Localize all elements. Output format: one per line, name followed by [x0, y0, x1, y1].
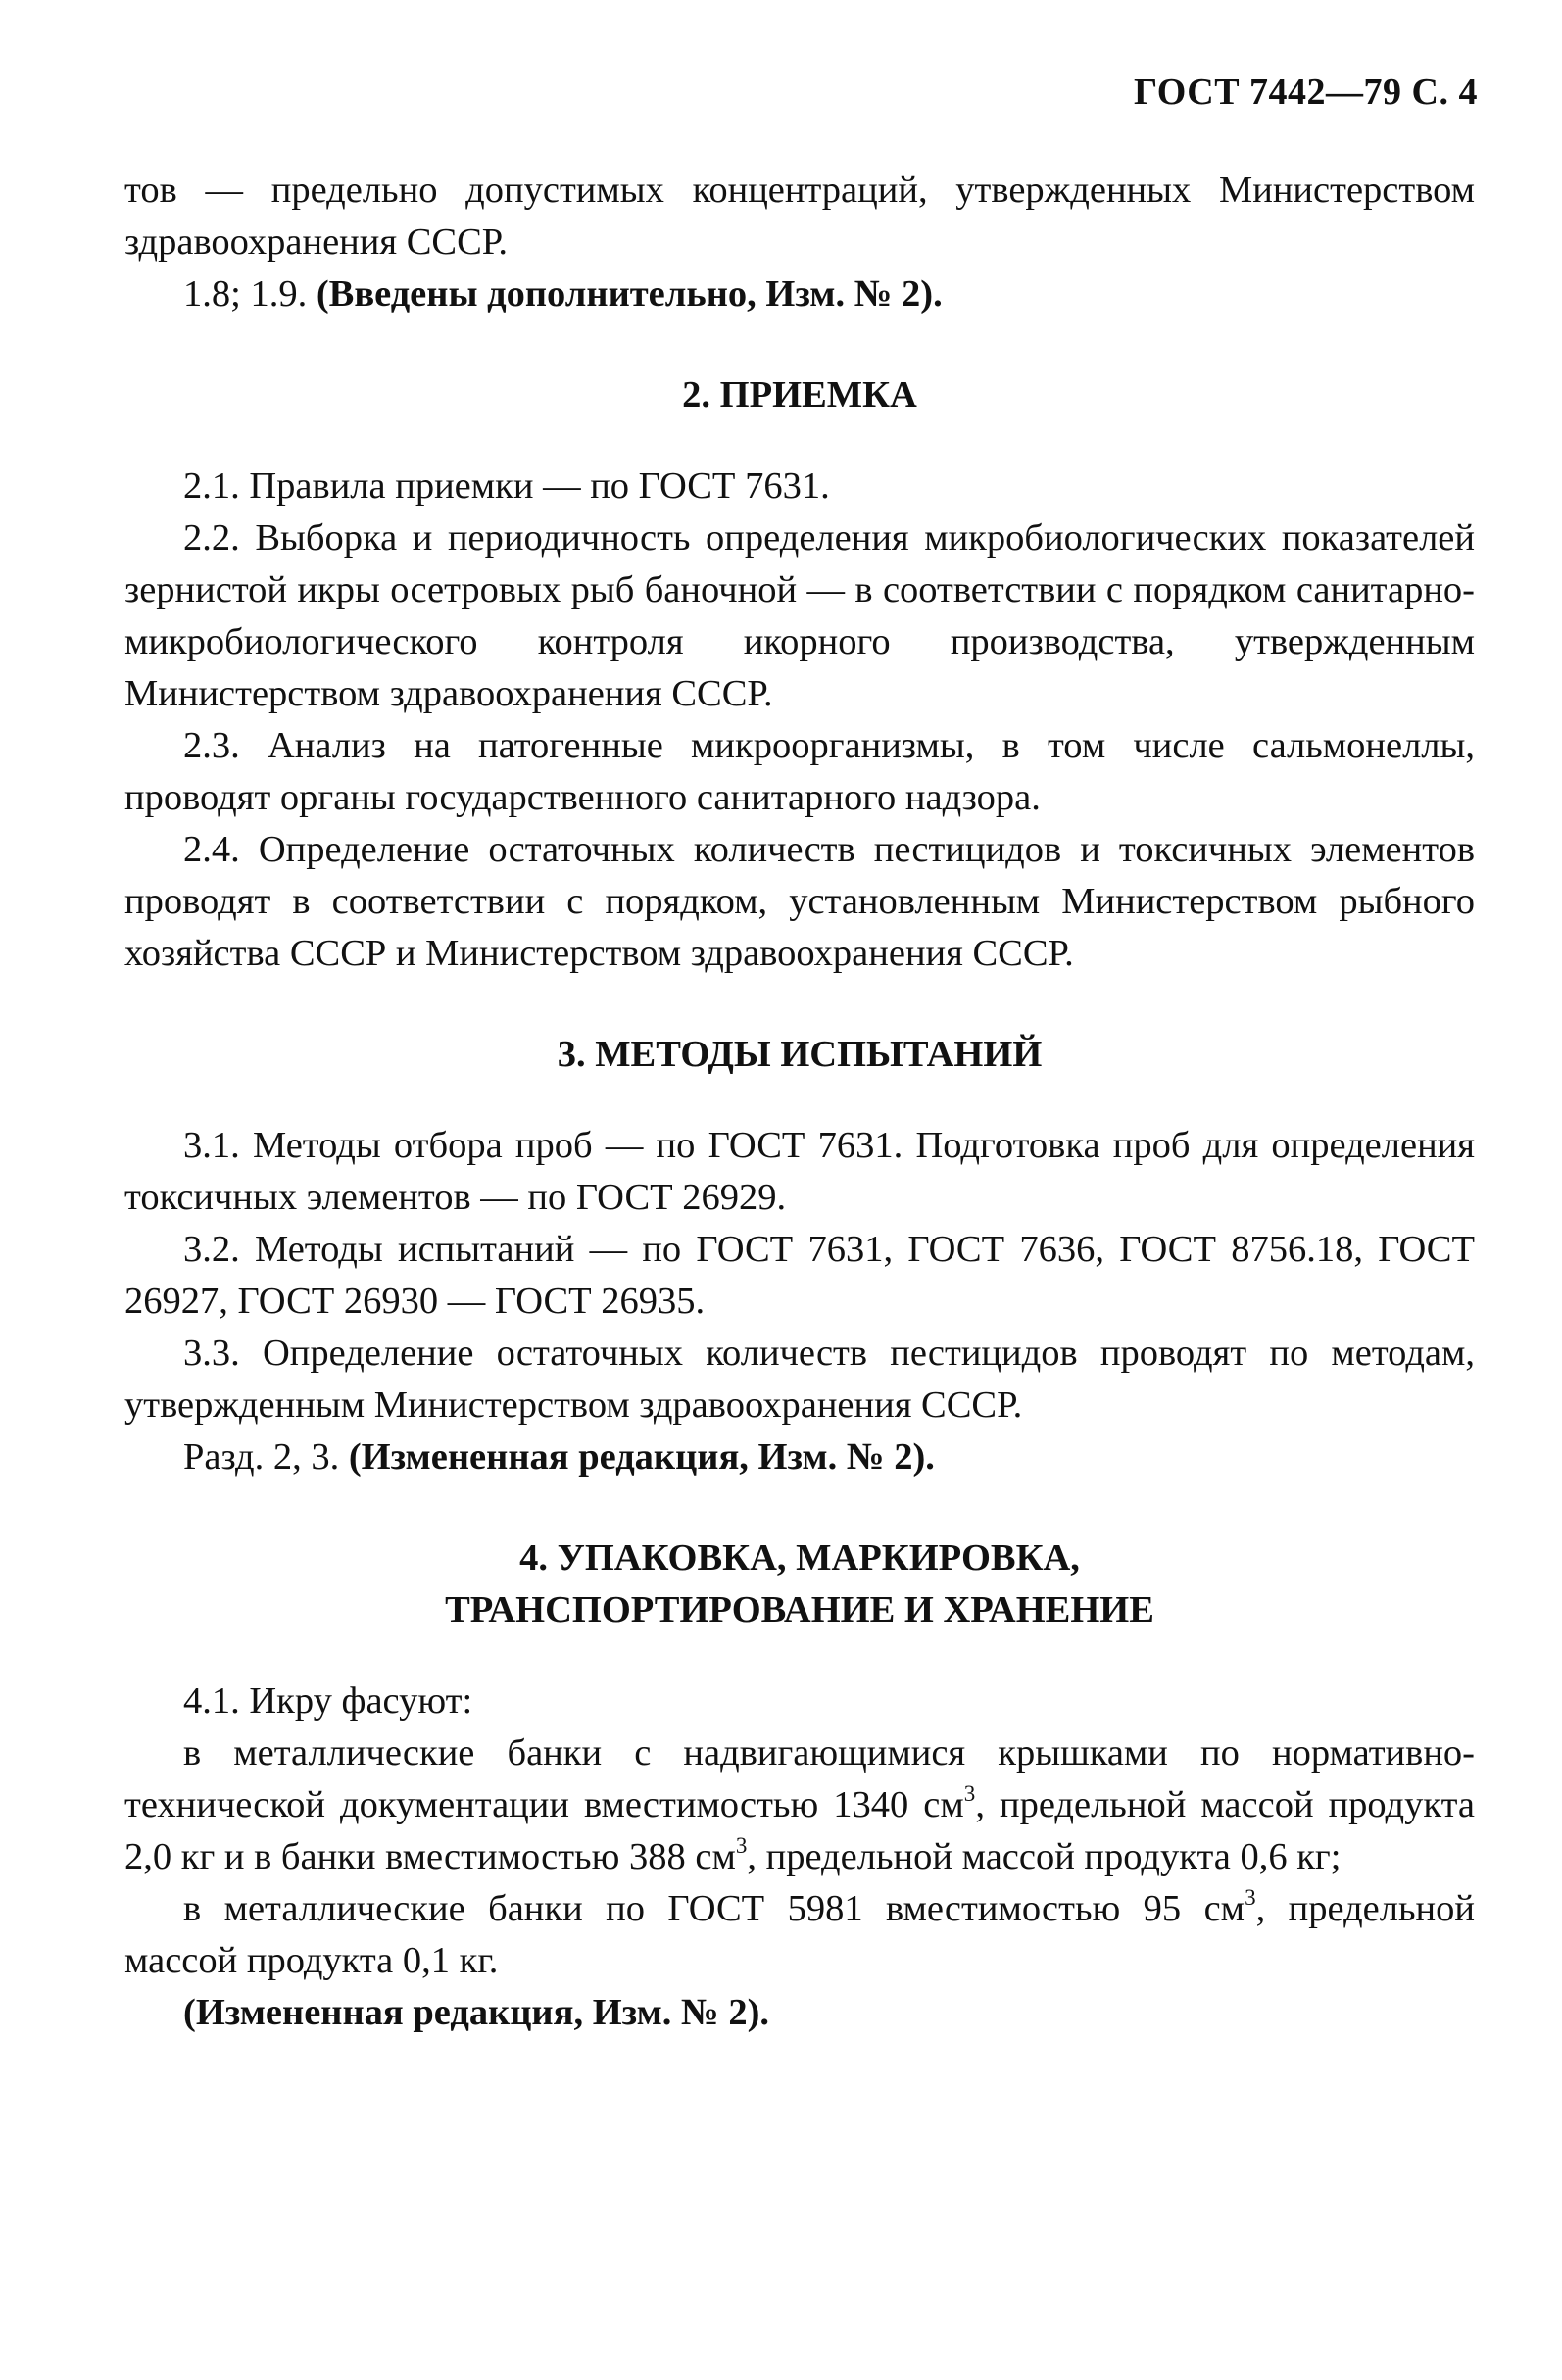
section-heading-packaging-line1: 4. УПАКОВКА, МАРКИРОВКА, — [519, 1537, 1080, 1579]
paragraph-2-1: 2.1. Правила приемки — по ГОСТ 7631. — [183, 465, 830, 507]
item-text: в металлические банки с надвигающимися крышками по нормативно-технической документации вместимостью 1340 см — [124, 1732, 1475, 1825]
clause-number: 1.8; 1.9. — [183, 273, 308, 315]
superscript: 3 — [1245, 1883, 1256, 1910]
amendment-note-section-4: (Измененная редакция, Изм. № 2). — [183, 1992, 770, 2033]
item-text: , предельной массой продукта 0,1 кг. — [124, 1888, 1475, 1981]
paragraph-continuation: тов — предельно допустимых концентраций, утвержденных Министерством здравоохранения СССР. — [124, 170, 1475, 263]
paragraph-2-2: 2.2. Выборка и периодичность определения микробиологических показателей зернистой икры осетровых рыб баночной — в соответствии с порядком санитарно-микробиологического контроля икорного производства, утвержденным Министерством здравоохранения СССР. — [124, 517, 1475, 714]
item-text: в металлические банки по ГОСТ 5981 вместимостью 95 см — [183, 1888, 1245, 1929]
item-text: , предельной массой продукта 2,0 кг и в банки вместимостью 388 см — [124, 1784, 1475, 1877]
page-header: ГОСТ 7442—79 С. 4 — [1134, 72, 1478, 113]
packaging-item-2 — [124, 1883, 1475, 1987]
section-heading-acceptance: 2. ПРИЕМКА — [682, 374, 917, 415]
paragraph-2-4: 2.4. Определение остаточных количеств пестицидов и токсичных элементов проводят в соответствии с порядком, установленным Министерством рыбного хозяйства СССР и Министерством здравоохранения СССР. — [124, 829, 1475, 974]
superscript: 3 — [735, 1831, 748, 1858]
paragraph-3-1: 3.1. Методы отбора проб — по ГОСТ 7631. Подготовка проб для определения токсичных элементов — по ГОСТ 26929. — [124, 1125, 1475, 1218]
item-text: , предельной массой продукта 0,6 кг; — [747, 1836, 1342, 1877]
document-body — [124, 165, 1475, 2039]
amendment-note: (Введены дополнительно, Изм. № 2). — [316, 273, 943, 315]
packaging-item-1 — [124, 1727, 1475, 1883]
paragraph-4-1: 4.1. Икру фасуют: — [183, 1680, 473, 1722]
paragraph-1-8-1-9 — [124, 268, 1475, 320]
section-amendment-note — [124, 1432, 1475, 1483]
note-prefix: Разд. 2, 3. — [183, 1436, 340, 1478]
section-heading-test-methods: 3. МЕТОДЫ ИСПЫТАНИЙ — [557, 1034, 1043, 1075]
amendment-note: (Измененная редакция, Изм. № 2). — [348, 1436, 935, 1478]
paragraph-3-3: 3.3. Определение остаточных количеств пестицидов проводят по методам, утвержденным Министерством здравоохранения СССР. — [124, 1333, 1475, 1426]
paragraph-2-3: 2.3. Анализ на патогенные микроорганизмы, в том числе сальмонеллы, проводят органы государственного санитарного надзора. — [124, 725, 1475, 818]
paragraph-3-2: 3.2. Методы испытаний — по ГОСТ 7631, ГОСТ 7636, ГОСТ 8756.18, ГОСТ 26927, ГОСТ 26930 — ГОСТ 26935. — [124, 1229, 1475, 1322]
superscript: 3 — [963, 1779, 976, 1806]
section-heading-packaging-line2: ТРАНСПОРТИРОВАНИЕ И ХРАНЕНИЕ — [445, 1589, 1154, 1630]
